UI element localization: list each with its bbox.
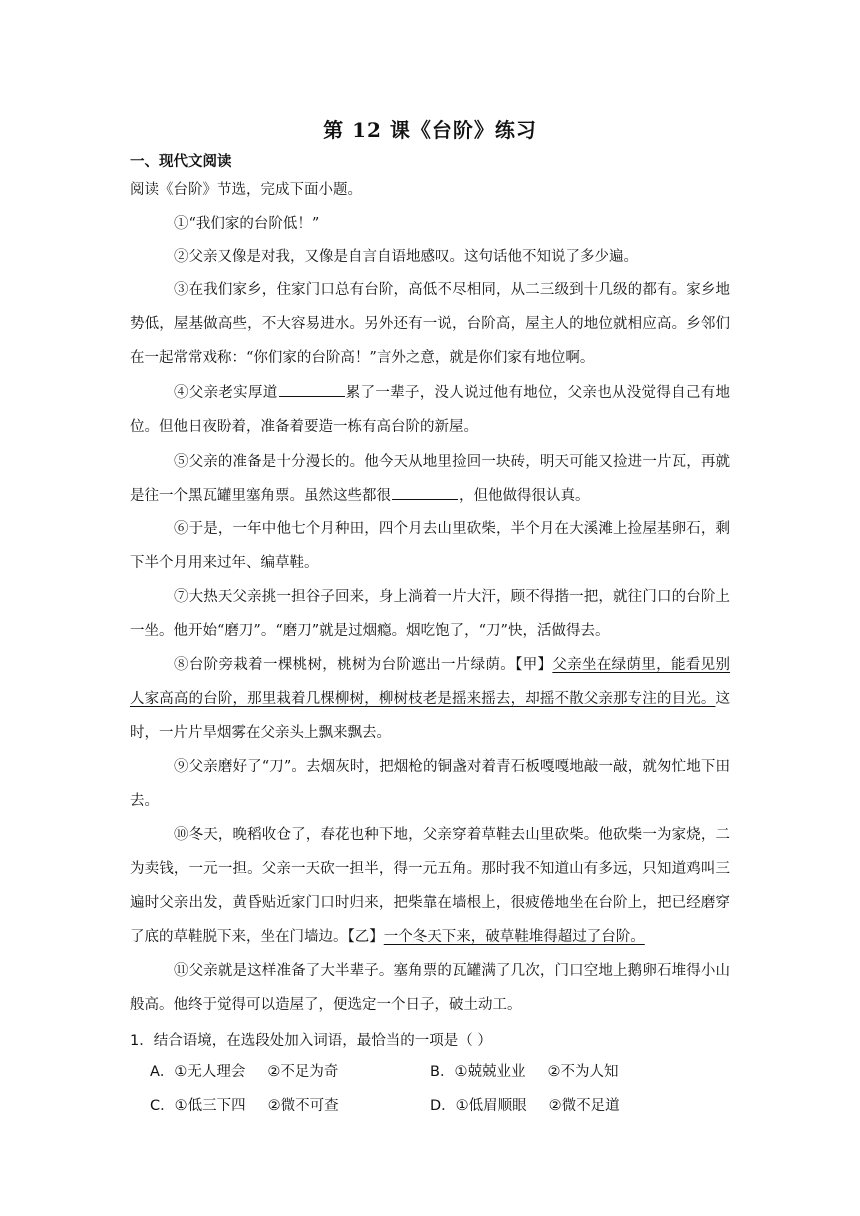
reading-instruction: 阅读《台阶》节选，完成下面小题。 (130, 182, 362, 198)
paragraph-6: ⑥于是，一年中他七个月种田，四个月去山里砍柴，半个月在大溪滩上捡屋基卵石，剩下半个月用来过年、编草鞋。 (130, 521, 730, 571)
paragraph-1: ①“我们家的台阶低！” (174, 216, 320, 232)
paragraph-4-end: 累了一辈子，没人说过他有地位，父亲也从没觉得自己有地位。但他日夜盼着，准备着要造一栋有高台阶的新屋。 (130, 385, 730, 435)
question-1-stem: 1．结合语境，在选段处加入词语，最恰当的一项是（ ） (130, 1033, 492, 1049)
paragraph-5-start: ⑤父亲的准备是十分漫长的。他今天从地里捡回一块砖，明天可能又捡进一片瓦，再就是往一个黑瓦罐里塞角票。虽然这些都很 (130, 454, 730, 504)
paragraph-5 (130, 445, 730, 513)
section-heading: 一、现代文阅读 (130, 154, 232, 170)
paragraph-7: ⑦大热天父亲挑一担谷子回来，身上淌着一片大汗，顾不得揩一把，就往门口的台阶上一坐。他开始“磨刀”。“磨刀”就是过烟瘾。烟吃饱了，“刀”快，活做得去。 (130, 589, 730, 639)
paragraph-10 (130, 818, 730, 954)
underlined-sentence-yi: 一个冬天下来，破草鞋堆得超过了台阶。 (383, 929, 645, 945)
fill-blank-2[interactable] (392, 485, 458, 500)
option-d[interactable]: D．①低眉顺眼 ②微不足道 (430, 1098, 620, 1114)
underlined-sentence-jia: 父亲坐在绿荫里，能看见别人家高高的台阶，那里栽着几棵柳树，柳树枝老是摇来摇去，却摇不散父亲那专注的目光。 (130, 657, 731, 707)
paragraph-8-end: 这时，一片片旱烟雾在父亲头上飘来飘去。 (130, 691, 730, 741)
option-a[interactable]: A．①无人理会 ②不足为奇 (150, 1064, 339, 1080)
paragraph-8 (130, 648, 730, 750)
paragraph-2: ②父亲又像是对我，又像是自言自语地感叹。这句话他不知说了多少遍。 (174, 249, 638, 265)
paragraph-4 (130, 376, 730, 444)
paragraph-11: ⑪父亲就是这样准备了大半辈子。塞角票的瓦罐满了几次，门口空地上鹅卵石堆得小山般高。他终于觉得可以造屋了，便选定一个日子，破土动工。 (130, 963, 730, 1013)
paragraph-9: ⑨父亲磨好了“刀”。去烟灰时，把烟枪的铜盏对着青石板嘎嘎地敲一敲，就匆忙地下田去。 (130, 759, 730, 809)
paragraph-10-start: ⑩冬天，晚稻收仓了，春花也种下地，父亲穿着草鞋去山里砍柴。他砍柴一为家烧，二为卖钱，一元一担。父亲一天砍一担半，得一元五角。那时我不知道山有多远，只知道鸡叫三遍时父亲出发，黄昏贴近家门口时归来，把柴靠在墙根上，很疲倦地坐在台阶上，把已经磨穿了底的草鞋脱下来，坐在门墙边。【乙】 (130, 827, 730, 945)
option-b[interactable]: B．①兢兢业业 ②不为人知 (430, 1064, 619, 1080)
page-title: 第 12 课《台阶》练习 (323, 118, 537, 142)
paragraph-4-start: ④父亲老实厚道 (174, 385, 278, 401)
paragraph-8-start: ⑧台阶旁栽着一棵桃树，桃树为台阶遮出一片绿荫。【甲】 (174, 657, 553, 673)
fill-blank-1[interactable] (279, 382, 345, 397)
option-c[interactable]: C．①低三下四 ②微不可查 (150, 1098, 339, 1114)
paragraph-5-end: ，但他做得很认真。 (459, 488, 590, 504)
paragraph-3: ③在我们家乡，住家门口总有台阶，高低不尽相同，从二三级到十几级的都有。家乡地势低，屋基做高些，不大容易进水。另外还有一说，台阶高，屋主人的地位就相应高。乡邻们在一起常常戏称：“你们家的台阶高！”言外之意，就是你们家有地位啊。 (130, 282, 730, 366)
